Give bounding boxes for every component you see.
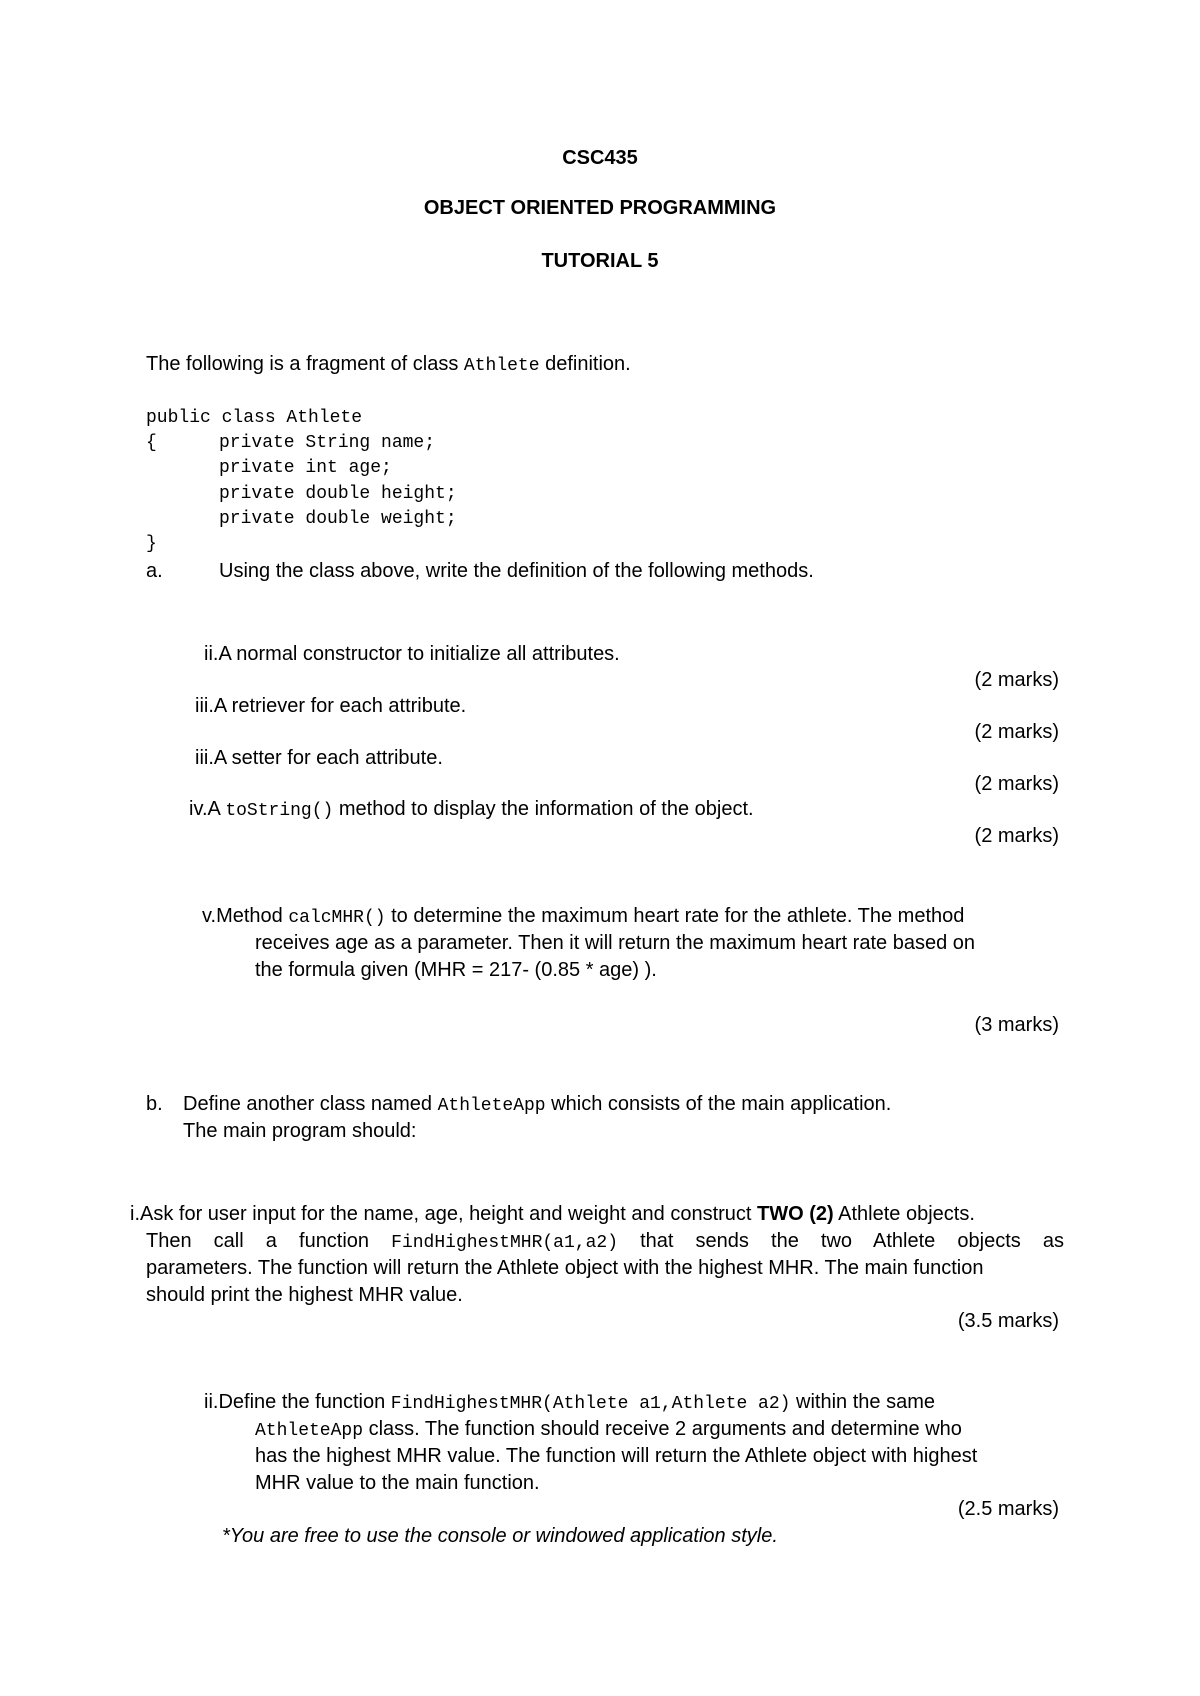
code-line-2: private String name; [219,433,436,453]
code-brace-open: { [146,433,157,453]
list-item-v-line1: v.Method calcMHR() to determine the maximum heart rate for the athlete. The method [202,905,965,928]
marks-label: (2 marks) [974,669,1059,691]
code-line-1: public class Athlete [146,408,363,428]
list-item: ii.A normal constructor to initialize all attributes. [204,643,620,665]
list-item-i-line2: Then call a function FindHighestMHR(a1,a2) that sends the two Athlete objects as [146,1230,1064,1253]
code-line-3: private int age; [219,458,392,478]
athleteapp-class-code: AthleteApp [255,1421,364,1441]
code-line-5: private double weight; [219,509,457,529]
tostring-code: toString() [225,801,334,821]
marks-label: (2 marks) [974,773,1059,795]
findhighestmhr-call-code: FindHighestMHR(a1,a2) [391,1233,618,1253]
marks-label: (2 marks) [974,721,1059,743]
list-item-v-line2: receives age as a parameter. Then it will return the maximum heart rate based on [255,932,975,954]
intro-class-name: Athlete [463,356,540,376]
intro-text: The following is a fragment of class Athlete definition. [146,353,631,376]
code-brace-close: } [146,534,157,554]
findhighestmhr-signature-code: FindHighestMHR(Athlete a1,Athlete a2) [390,1394,791,1414]
marks-label: (2 marks) [974,825,1059,847]
tutorial-title: TUTORIAL 5 [541,250,659,272]
list-item-i-line1: i.Ask for user input for the name, age, height and weight and construct TWO (2) Athlete objects. [130,1203,975,1225]
list-item: iii.A retriever for each attribute. [195,695,467,717]
list-item-i-line4: should print the highest MHR value. [146,1284,463,1306]
course-code: CSC435 [562,147,638,169]
part-b-label: b. [146,1093,163,1115]
marks-label: (3.5 marks) [957,1310,1059,1332]
part-a-label: a. [146,560,163,582]
course-name: OBJECT ORIENTED PROGRAMMING [423,197,777,219]
part-b-line2: The main program should: [183,1120,417,1142]
calcmhr-code: calcMHR() [288,908,386,928]
list-item-ii-line3: has the highest MHR value. The function will return the Athlete object with highest [255,1445,978,1467]
list-item-ii-line1: ii.Define the function FindHighestMHR(Athlete a1,Athlete a2) within the same [204,1391,935,1414]
list-item-ii-line2: AthleteApp class. The function should receive 2 arguments and determine who [255,1418,962,1441]
style-note: *You are free to use the console or windowed application style. [222,1525,778,1547]
athleteapp-code: AthleteApp [437,1096,546,1116]
list-item-v-line3: the formula given (MHR = 217- (0.85 * age) ). [255,959,657,981]
part-a-text: Using the class above, write the definition of the following methods. [219,560,814,582]
list-item: iii.A setter for each attribute. [195,747,443,769]
list-item-i-line3: parameters. The function will return the Athlete object with the highest MHR. The main function [146,1257,984,1279]
code-line-4: private double height; [219,484,457,504]
two-emphasis: TWO (2) [757,1203,834,1225]
part-b-line1: Define another class named AthleteApp which consists of the main application. [183,1093,892,1116]
list-item: iv.A toString() method to display the information of the object. [189,798,754,821]
marks-label: (3 marks) [974,1014,1059,1036]
marks-label: (2.5 marks) [957,1498,1059,1520]
list-item-ii-line4: MHR value to the main function. [255,1472,540,1494]
